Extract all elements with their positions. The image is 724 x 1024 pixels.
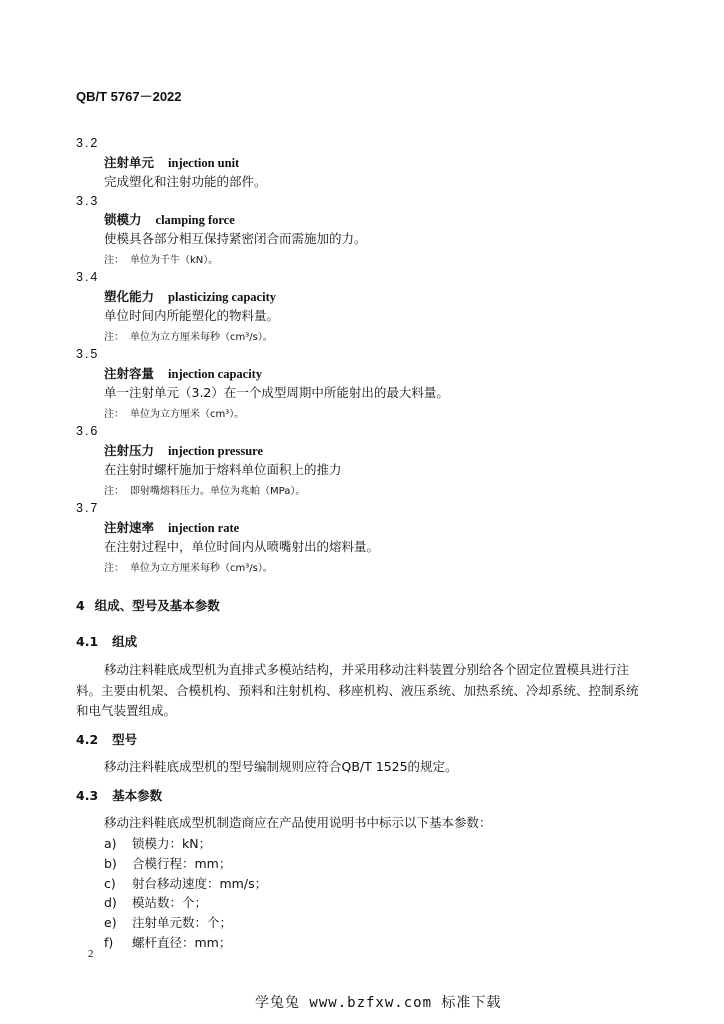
term-title — [104, 441, 263, 459]
section-number: 4 — [76, 598, 85, 613]
term-number: 3.4 — [76, 270, 100, 284]
note-text: 单位为立方厘米每秒（cm³/s）。 — [130, 563, 273, 574]
term-definition: 单位时间内所能塑化的物料量。 — [104, 308, 280, 323]
note-text: 单位为立方厘米每秒（cm³/s）。 — [130, 332, 273, 343]
footer-watermark: 学兔兔 www.bzfxw.com 标准下载 — [255, 995, 502, 1011]
list-text: 合模行程：mm； — [132, 856, 232, 871]
term-definition: 单一注射单元（3.2）在一个成型周期中所能射出的最大料量。 — [104, 385, 449, 400]
list-item — [104, 913, 232, 931]
list-marker: f) — [104, 935, 114, 950]
term-title-en: clamping force — [155, 213, 235, 227]
note-text: 单位为立方厘米（cm³）。 — [130, 409, 245, 420]
list-item — [104, 933, 231, 951]
section-4-1-heading — [76, 632, 137, 650]
paragraph-line: 移动注料鞋底成型机的型号编制规则应符合QB/T 1525的规定。 — [104, 759, 458, 774]
note-label: 注： — [104, 332, 124, 343]
section-number: 4.1 — [76, 634, 99, 649]
term-title — [104, 210, 235, 228]
term-title-en: plasticizing capacity — [168, 290, 276, 304]
list-text: 注射单元数：个； — [132, 915, 233, 930]
term-definition: 在注射过程中，单位时间内从喷嘴射出的熔料量。 — [104, 539, 380, 554]
term-definition: 在注射时螺杆施加于熔料单位面积上的推力 — [104, 462, 342, 477]
section-4-heading — [76, 596, 220, 614]
term-number: 3.2 — [76, 136, 100, 150]
term-title-zh: 注射速率 — [104, 520, 155, 535]
list-marker: a) — [104, 836, 117, 851]
term-title — [104, 518, 239, 536]
section-number: 4.3 — [76, 788, 99, 803]
list-item — [104, 854, 231, 872]
list-marker: e) — [104, 915, 117, 930]
term-note — [104, 405, 244, 420]
note-label: 注： — [104, 563, 124, 574]
term-title-zh: 塑化能力 — [104, 289, 155, 304]
standard-code: QB/T 5767－2022 — [76, 89, 182, 104]
list-item — [104, 834, 211, 852]
note-text: 单位为千牛（kN）。 — [130, 255, 219, 266]
section-title: 组成 — [112, 634, 138, 649]
term-number: 3.6 — [76, 424, 100, 438]
list-marker: b) — [104, 856, 117, 871]
term-definition: 使模具各部分相互保持紧密闭合而需施加的力。 — [104, 231, 367, 246]
term-title — [104, 153, 239, 171]
note-text: 即射嘴熔料压力。单位为兆帕（MPa）。 — [130, 486, 306, 497]
term-title-zh: 锁模力 — [104, 212, 142, 227]
section-title: 组成、型号及基本参数 — [94, 598, 220, 613]
list-text: 射台移动速度：mm/s； — [132, 876, 268, 891]
note-label: 注： — [104, 409, 124, 420]
term-number: 3.7 — [76, 501, 100, 515]
term-note — [104, 251, 218, 266]
list-marker: d) — [104, 895, 117, 910]
term-note — [104, 559, 273, 574]
term-definition: 完成塑化和注射功能的部件。 — [104, 174, 267, 189]
paragraph-line: 移动注料鞋底成型机为直排式多模站结构，并采用移动注料装置分别给各个固定位置模具进行注 — [104, 662, 630, 677]
term-title-zh: 注射容量 — [104, 366, 155, 381]
term-title-en: injection rate — [168, 521, 240, 535]
list-text: 模站数：个； — [132, 895, 208, 910]
term-title-en: injection unit — [168, 156, 240, 170]
section-title: 基本参数 — [112, 788, 163, 803]
term-title-zh: 注射压力 — [104, 443, 155, 458]
section-4-3-heading — [76, 786, 162, 804]
list-marker: c) — [104, 876, 116, 891]
section-number: 4.2 — [76, 732, 99, 747]
paragraph-line: 料。主要由机架、合模机构、预料和注射机构、移座机构、液压系统、加热系统、冷却系统、控制系统 — [76, 683, 639, 698]
term-title — [104, 287, 276, 305]
section-4-2-heading — [76, 730, 137, 748]
term-title-en: injection pressure — [168, 444, 264, 458]
paragraph-line: 移动注料鞋底成型机制造商应在产品使用说明书中标示以下基本参数： — [104, 815, 492, 830]
term-note — [104, 328, 273, 343]
list-item — [104, 893, 207, 911]
note-label: 注： — [104, 255, 124, 266]
list-text: 螺杆直径：mm； — [132, 935, 232, 950]
term-note — [104, 482, 305, 497]
note-label: 注： — [104, 486, 124, 497]
list-text: 锁模力：kN； — [132, 836, 212, 851]
term-title-en: injection capacity — [168, 367, 263, 381]
paragraph-line: 和电气装置组成。 — [76, 703, 177, 718]
term-title — [104, 364, 262, 382]
section-title: 型号 — [112, 732, 138, 747]
term-number: 3.3 — [76, 194, 100, 208]
page-number: 2 — [88, 948, 94, 960]
list-item — [104, 874, 267, 892]
term-number: 3.5 — [76, 347, 100, 361]
term-title-zh: 注射单元 — [104, 155, 155, 170]
